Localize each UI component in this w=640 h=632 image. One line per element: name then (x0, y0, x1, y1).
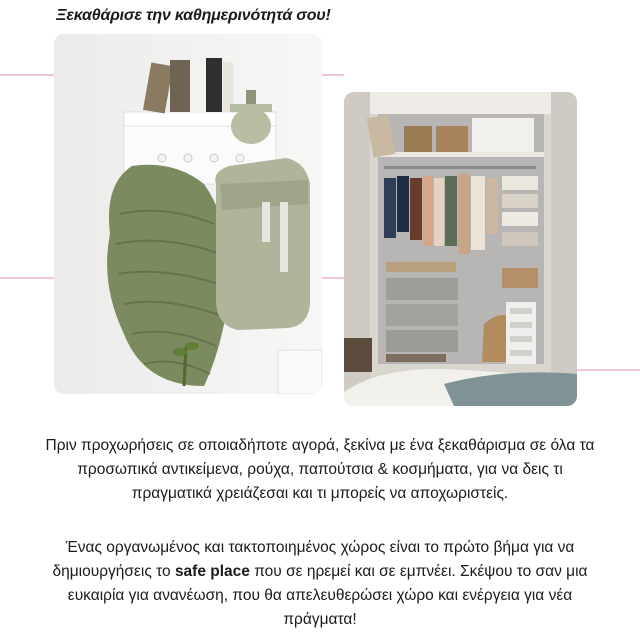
decor-line-mid-left (0, 277, 56, 279)
hallway-shelf-photo (54, 34, 322, 394)
intro-paragraph: Πριν προχωρήσεις σε οποιαδήποτε αγορά, ξεκίνα με ένα ξεκαθάρισμα σε όλα τα προσωπικά αντικείμενα, ρούχα, παπούτσια & κοσμήματα, για να δεις τι πραγματικά χρειάζεσαι και τι μπορείς να αποχωριστείς. (45, 437, 595, 502)
decor-line-mid-right (322, 277, 344, 279)
decor-line-top-left (0, 74, 56, 76)
safe-place-paragraph (40, 536, 600, 632)
decor-line-right (577, 369, 640, 371)
safe-place-bold: safe place (174, 563, 250, 580)
organized-wardrobe-photo (344, 92, 577, 406)
page-heading: Ξεκαθάρισε την καθημερινότητά σου! (56, 7, 331, 24)
safe-place-text-after: που σε ηρεμεί και σε εμπνέει. Σκέψου το σαν μια ευκαιρία για ανανέωση, που θα απελευθερώσει χώρο και ενέργεια για νέα πράγματα! (67, 563, 588, 628)
decor-line-top-right (322, 74, 344, 76)
safe-place-text-before: Ένας οργανωμένος και τακτοποιημένος χώρος είναι το πρώτο βήμα για να δημιουργήσεις το (52, 539, 575, 580)
